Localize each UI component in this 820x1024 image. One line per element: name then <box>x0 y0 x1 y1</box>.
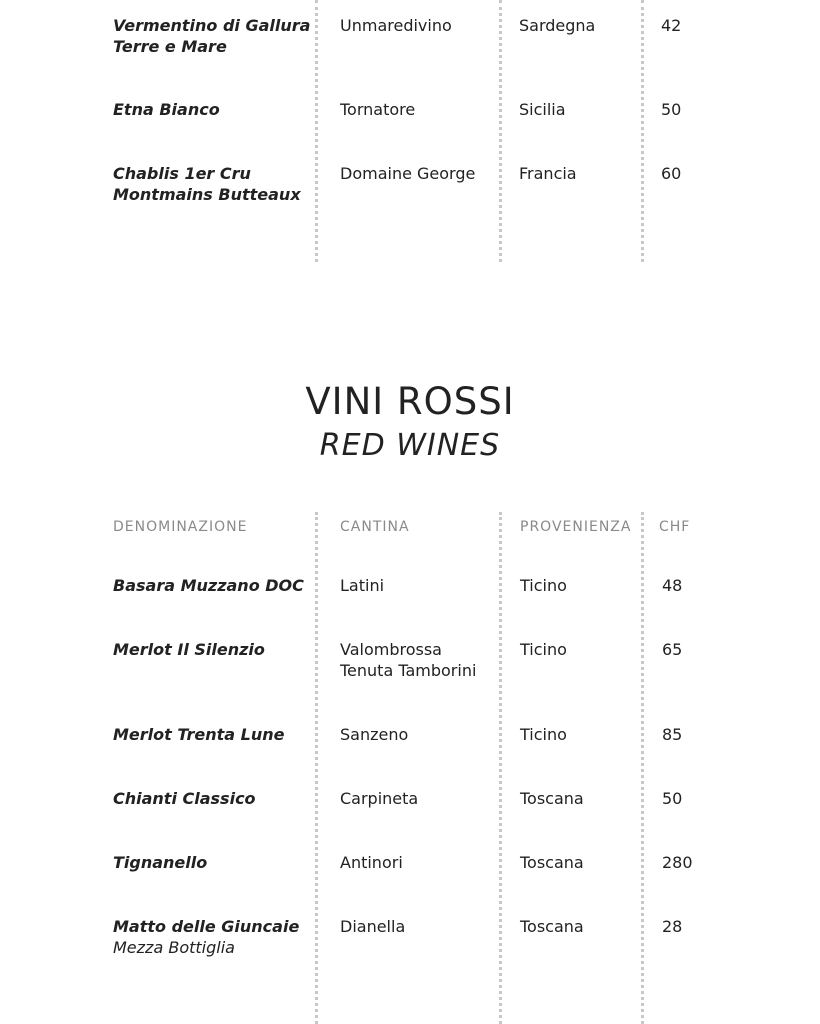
top-column-separator-3 <box>641 0 644 262</box>
wine-name-line: Chablis 1er Cru <box>113 164 251 183</box>
wine-provenienza: Ticino <box>520 725 567 744</box>
wine-name <box>113 916 299 958</box>
wine-price: 50 <box>661 100 682 119</box>
section-subtitle: RED WINES <box>319 428 501 463</box>
wine-name-line: Vermentino di Gallura <box>113 16 311 35</box>
wine-provenienza: Toscana <box>520 853 584 872</box>
wine-name: Tignanello <box>113 853 208 872</box>
wine-provenienza: Ticino <box>520 576 567 595</box>
top-column-separator-2 <box>499 0 502 262</box>
red-column-separator-3 <box>641 512 644 1024</box>
wine-cantina: Dianella <box>340 917 406 936</box>
wine-name-note: Mezza Bottiglia <box>113 938 235 957</box>
wine-price: 50 <box>662 789 683 808</box>
wine-provenienza: Francia <box>519 164 577 183</box>
wine-name: Merlot Il Silenzio <box>113 640 265 659</box>
wine-cantina <box>340 639 476 681</box>
wine-price: 60 <box>661 164 682 183</box>
wine-name <box>113 163 301 205</box>
wine-cantina-line: Tenuta Tamborini <box>340 661 477 680</box>
wine-cantina: Domaine George <box>340 164 476 183</box>
header-denominazione: DENOMINAZIONE <box>113 519 248 535</box>
red-column-separator-2 <box>499 512 502 1024</box>
wine-cantina-line: Valombrossa <box>340 640 442 659</box>
wine-price: 28 <box>662 917 683 936</box>
header-cantina: CANTINA <box>340 519 410 535</box>
header-chf: CHF <box>659 519 691 535</box>
top-column-separator-1 <box>315 0 318 262</box>
wine-cantina: Antinori <box>340 853 403 872</box>
wine-name-line: Montmains Butteaux <box>113 185 301 204</box>
wine-cantina: Sanzeno <box>340 725 409 744</box>
wine-name-line: Terre e Mare <box>113 37 227 56</box>
wine-cantina: Unmaredivino <box>340 16 452 35</box>
wine-provenienza: Toscana <box>520 789 584 808</box>
wine-name: Merlot Trenta Lune <box>113 725 285 744</box>
wine-name: Chianti Classico <box>113 789 256 808</box>
wine-name <box>113 15 310 57</box>
wine-cantina: Carpineta <box>340 789 419 808</box>
wine-provenienza: Sardegna <box>519 16 596 35</box>
wine-price: 85 <box>662 725 683 744</box>
wine-price: 48 <box>662 576 683 595</box>
wine-provenienza: Sicilia <box>519 100 566 119</box>
header-provenienza: PROVENIENZA <box>520 519 632 535</box>
wine-provenienza: Toscana <box>520 917 584 936</box>
wine-cantina: Latini <box>340 576 385 595</box>
section-title: VINI ROSSI <box>305 380 515 423</box>
wine-price: 65 <box>662 640 683 659</box>
wine-name-line: Matto delle Giuncaie <box>113 917 300 936</box>
wine-price: 280 <box>662 853 693 872</box>
wine-cantina: Tornatore <box>340 100 416 119</box>
wine-provenienza: Ticino <box>520 640 567 659</box>
red-column-separator-1 <box>315 512 318 1024</box>
wine-name: Basara Muzzano DOC <box>113 576 304 595</box>
wine-name: Etna Bianco <box>113 100 220 119</box>
wine-price: 42 <box>661 16 682 35</box>
